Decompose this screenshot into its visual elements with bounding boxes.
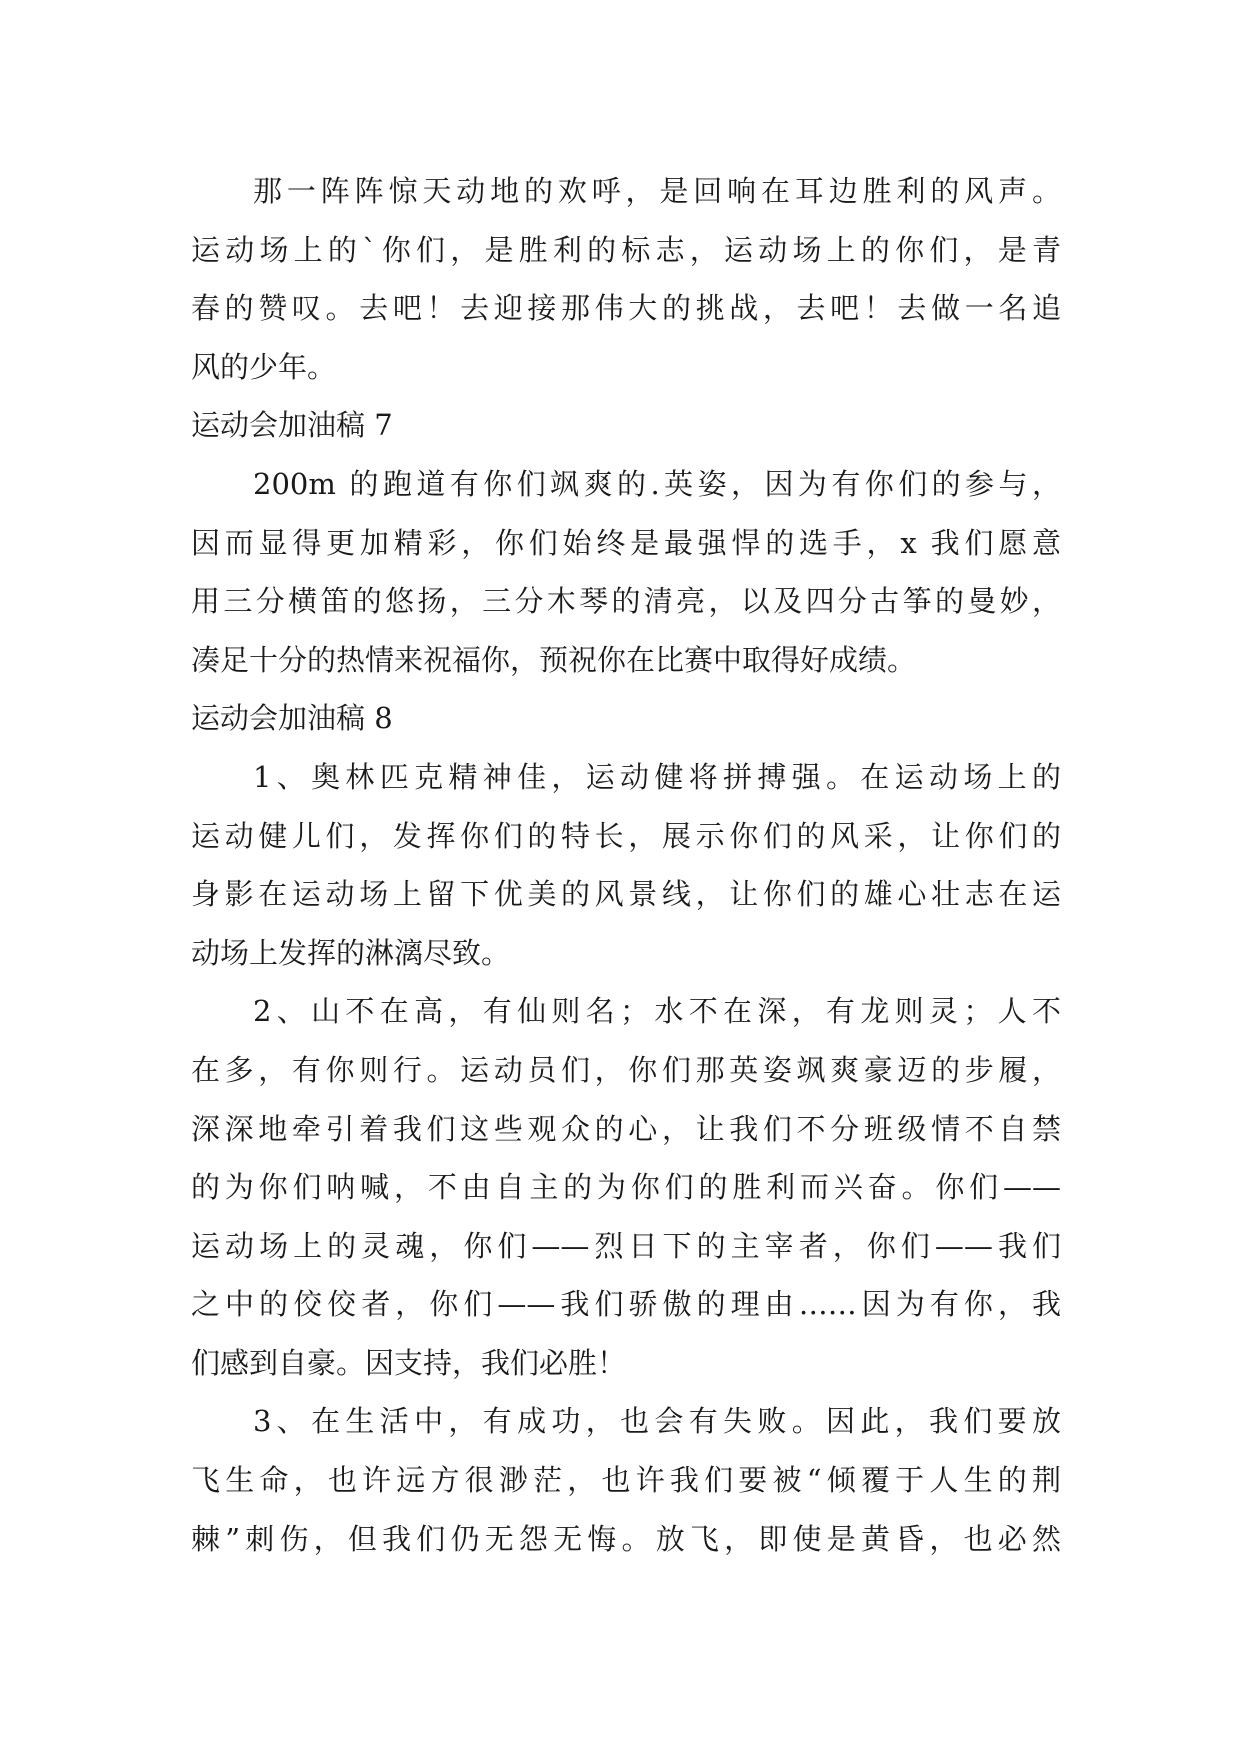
section-heading-7: 运动会加油稿 7 xyxy=(191,408,393,443)
paragraph-line: 运动场上的灵魂，你们——烈日下的主宰者，你们——我们 xyxy=(191,1228,1061,1263)
paragraph-line: 身影在运动场上留下优美的风景线，让你们的雄心壮志在运 xyxy=(191,877,1061,912)
paragraph-line: 春的赞叹。去吧！去迎接那伟大的挑战，去吧！去做一名追 xyxy=(191,291,1061,326)
paragraph-line: 那一阵阵惊天动地的欢呼，是回响在耳边胜利的风声。 xyxy=(253,174,1061,208)
paragraph-line: 200m 的跑道有你们飒爽的.英姿，因为有你们的参与， xyxy=(253,466,1061,501)
paragraph-line: 们感到自豪。因支持，我们必胜！ xyxy=(191,1345,627,1380)
paragraph-line: 风的少年。 xyxy=(191,349,337,384)
section-heading-8: 运动会加油稿 8 xyxy=(191,701,393,736)
paragraph-line: 运动场上的`你们，是胜利的标志，运动场上的你们，是青 xyxy=(191,232,1061,267)
paragraph-line: 动场上发挥的淋漓尽致。 xyxy=(191,935,511,970)
paragraph-line: 因而显得更加精彩，你们始终是最强悍的选手，x 我们愿意 xyxy=(191,525,1061,560)
paragraph-line: 深深地牵引着我们这些观众的心，让我们不分班级情不自禁 xyxy=(191,1111,1061,1146)
paragraph-line: 凑足十分的热情来祝福你，预祝你在比赛中取得好成绩。 xyxy=(191,642,917,677)
paragraph-line: 棘”刺伤，但我们仍无怨无悔。放飞，即使是黄昏，也必然 xyxy=(191,1521,1061,1556)
paragraph-line: 在多，有你则行。运动员们，你们那英姿飒爽豪迈的步履， xyxy=(191,1052,1061,1087)
paragraph-line: 之中的佼佼者，你们——我们骄傲的理由……因为有你，我 xyxy=(191,1287,1061,1322)
paragraph-line: 3、在生活中，有成功，也会有失败。因此，我们要放 xyxy=(253,1404,1061,1439)
paragraph-line: 1、奥林匹克精神佳，运动健将拼搏强。在运动场上的 xyxy=(253,759,1061,794)
paragraph-line: 运动健儿们，发挥你们的特长，展示你们的风采，让你们的 xyxy=(191,818,1061,853)
paragraph-line: 2、山不在高，有仙则名；水不在深，有龙则灵；人不 xyxy=(253,994,1061,1029)
document-body xyxy=(191,162,1061,1568)
paragraph-line: 的为你们呐喊，不由自主的为你们的胜利而兴奋。你们—— xyxy=(191,1170,1061,1205)
paragraph-line: 用三分横笛的悠扬，三分木琴的清亮，以及四分古筝的曼妙， xyxy=(191,584,1061,619)
paragraph-line: 飞生命，也许远方很渺茫，也许我们要被“倾覆于人生的荆 xyxy=(191,1463,1061,1498)
